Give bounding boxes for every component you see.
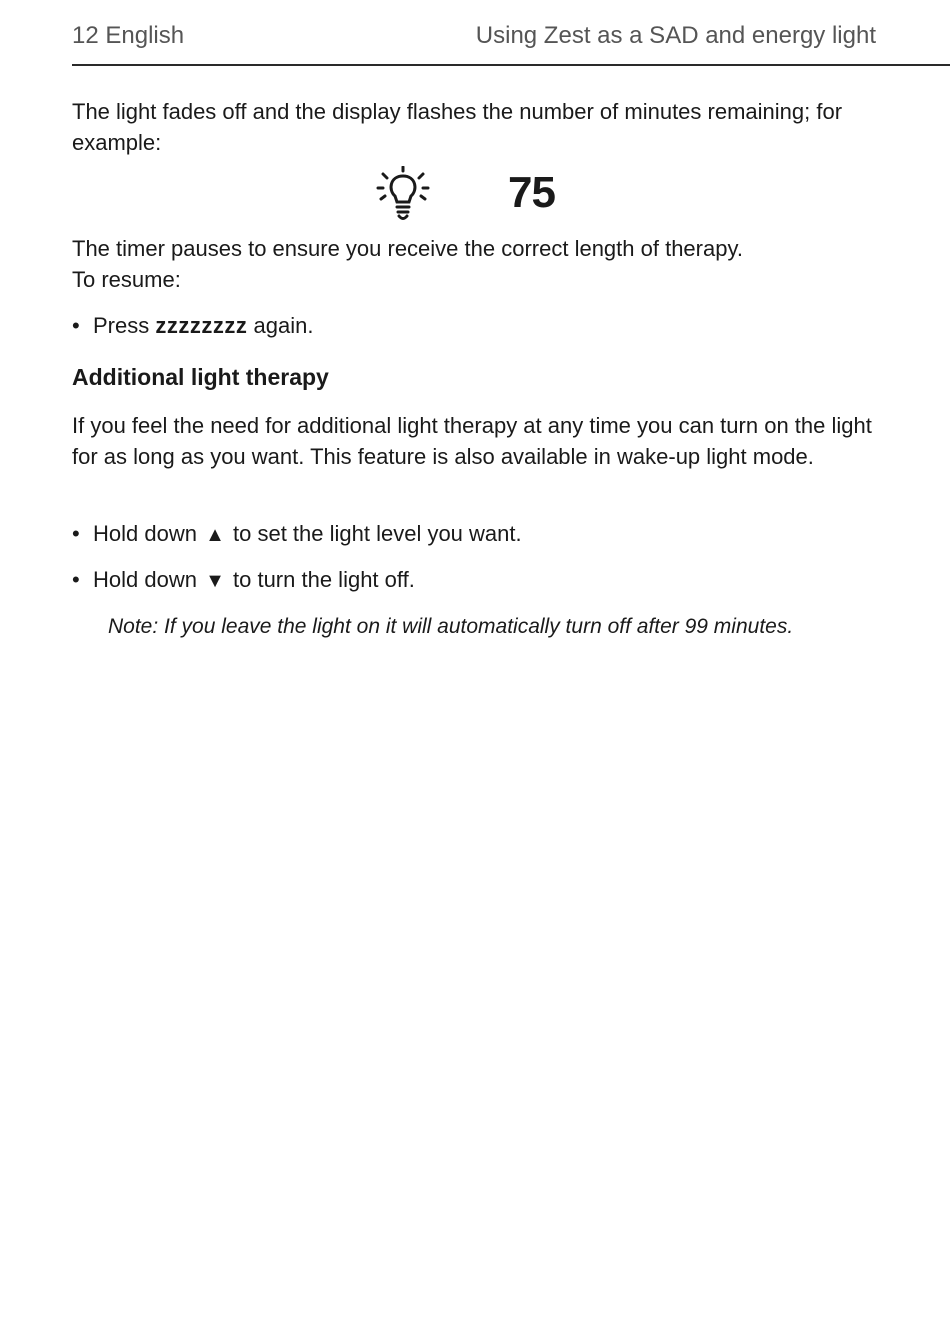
timer-paragraph-line2: To resume: (72, 267, 181, 292)
section-paragraph: If you feel the need for additional light therapy at any time you can turn on the light for as long as you want. This feature is also available in wake-up light mode. (72, 413, 872, 469)
bullet-prefix: Press (93, 313, 150, 338)
bullet-suffix: to turn the light off. (233, 567, 415, 592)
lightbulb-icon (376, 166, 432, 222)
bullet-prefix: Hold down (93, 521, 197, 546)
section-heading: Additional light therapy (72, 364, 329, 390)
bullet-dot: • (72, 313, 80, 338)
intro-paragraph: The light fades off and the display flashes the number of minutes remaining; for example: (72, 99, 843, 155)
timer-paragraph (72, 233, 872, 295)
bullet-light-up (72, 518, 522, 551)
bullet-dot: • (72, 567, 80, 592)
display-minutes: 75 (508, 168, 555, 217)
bullet-prefix: Hold down (93, 567, 197, 592)
bullet-dot: • (72, 521, 80, 546)
up-arrow-icon: ▲ (205, 524, 225, 546)
timer-paragraph-line1: The timer pauses to ensure you receive the correct length of therapy. (72, 236, 743, 261)
bullet-suffix: to set the light level you want. (233, 521, 522, 546)
bullet-light-off (72, 564, 415, 597)
resume-bullet (72, 310, 313, 341)
down-arrow-icon: ▼ (205, 570, 225, 592)
note-text: Note: If you leave the light on it will automatically turn off after 99 minutes. (108, 615, 794, 638)
bullet-suffix: again. (253, 313, 314, 338)
page-header (72, 22, 950, 66)
page-number: 12 English (72, 22, 185, 49)
display-example (376, 166, 576, 226)
snooze-button-label: zzzzzzzz (155, 313, 248, 338)
chapter-title: Using Zest as a SAD and energy light (475, 22, 876, 49)
